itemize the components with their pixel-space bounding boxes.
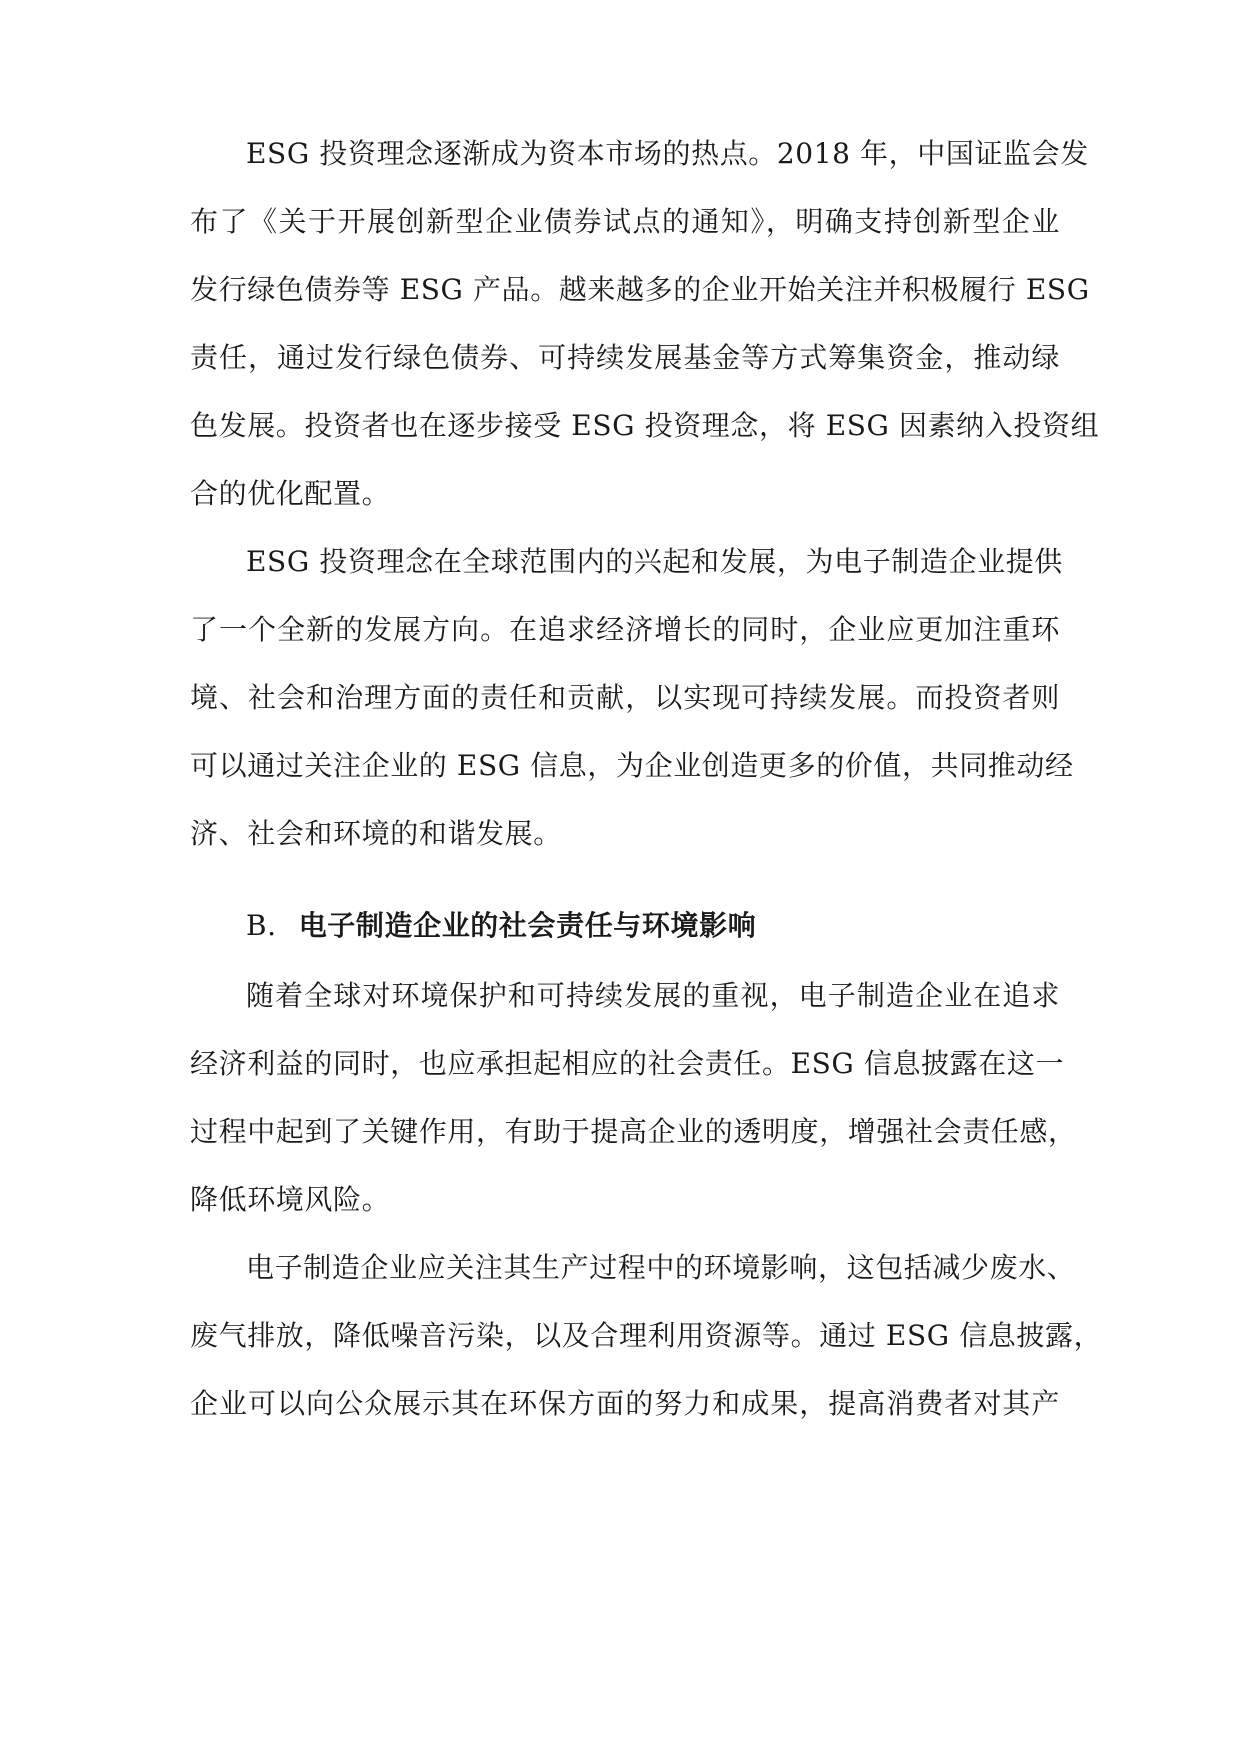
- paragraph-2-line-4: 可以通过关注企业的 ESG 信息，为企业创造更多的价值，共同推动经: [190, 749, 1074, 782]
- paragraph-3-line-3: 过程中起到了关键作用，有助于提高企业的透明度，增强社会责任感，: [190, 1115, 1077, 1148]
- paragraph-4-line-1: 电子制造企业应关注其生产过程中的环境影响，这包括减少废水、: [246, 1251, 1076, 1284]
- paragraph-2-line-5: 济、社会和环境的和谐发展。: [190, 817, 562, 850]
- paragraph-4-line-3: 企业可以向公众展示其在环保方面的努力和成果，提高消费者对其产: [190, 1387, 1060, 1420]
- paragraph-1-line-3: 发行绿色债券等 ESG 产品。越来越多的企业开始关注并积极履行 ESG: [190, 273, 1090, 306]
- paragraph-1-line-1: ESG 投资理念逐渐成为资本市场的热点。2018 年，中国证监会发: [246, 137, 1089, 170]
- paragraph-1-line-6: 合的优化配置。: [190, 477, 391, 510]
- paragraph-2-line-3: 境、社会和治理方面的责任和贡献，以实现可持续发展。而投资者则: [190, 681, 1060, 714]
- section-title: 电子制造企业的社会责任与环境影响: [298, 909, 757, 942]
- paragraph-2-line-2: 了一个全新的发展方向。在追求经济增长的同时，企业应更加注重环: [190, 613, 1060, 646]
- paragraph-2-line-1: ESG 投资理念在全球范围内的兴起和发展，为电子制造企业提供: [246, 545, 1063, 578]
- section-heading: [246, 906, 756, 946]
- paragraph-1-line-4: 责任，通过发行绿色债券、可持续发展基金等方式筹集资金，推动绿: [190, 341, 1060, 374]
- paragraph-1-line-5: 色发展。投资者也在逐步接受 ESG 投资理念，将 ESG 因素纳入投资组: [190, 409, 1100, 442]
- paragraph-1-line-2: 布了《关于开展创新型企业债券试点的通知》，明确支持创新型企业: [190, 205, 1060, 238]
- paragraph-3-line-4: 降低环境风险。: [190, 1183, 391, 1216]
- paragraph-3-line-1: 随着全球对环境保护和可持续发展的重视，电子制造企业在追求: [246, 979, 1060, 1012]
- paragraph-4-line-2: 废气排放，降低噪音污染，以及合理利用资源等。通过 ESG 信息披露，: [190, 1319, 1103, 1352]
- paragraph-3-line-2: 经济利益的同时，也应承担起相应的社会责任。ESG 信息披露在这一: [190, 1047, 1065, 1080]
- section-number: B.: [246, 909, 277, 942]
